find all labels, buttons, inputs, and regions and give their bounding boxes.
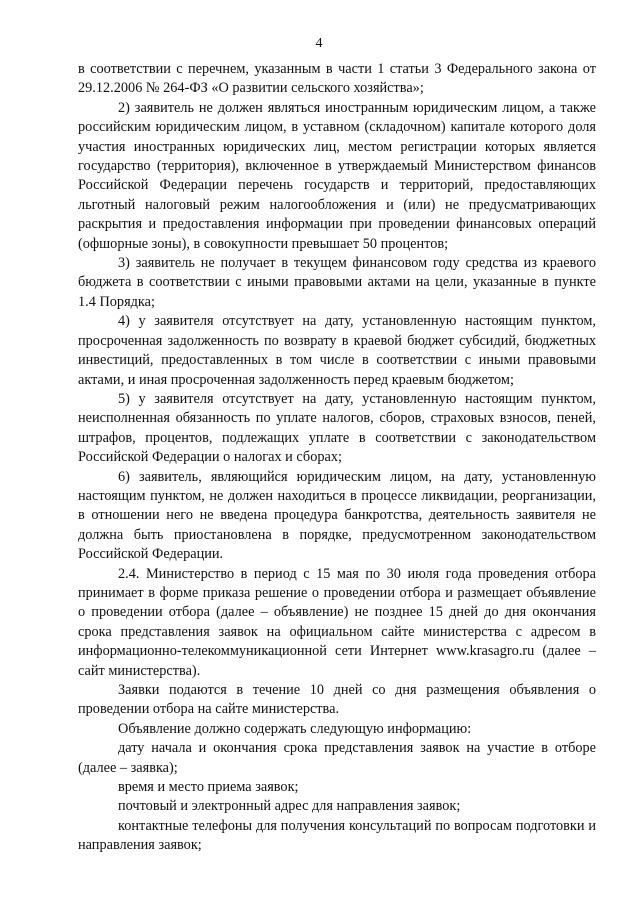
paragraph-7: 2.4. Министерство в период с 15 мая по 30 июля года проведения отбора принимает в форме приказа решение о проведении отбора и размещает объявление о проведении отбора (далее – объявление) не позднее 15 дней до дня окончания срока представления заявок на официальном сайте министерства с адресом в информационно-телекоммуникационной сети Интернет www.krasagro.ru (далее – сайт министерства).: [78, 565, 596, 679]
paragraph-4: 4) у заявителя отсутствует на дату, установленную настоящим пунктом, просроченная задолженность по возврату в краевой бюджет субсидий, бюджетных инвестиций, предоставленных в том числе в соответствии с иными правовыми актами, и иная просроченная задолженность перед краевым бюджетом;: [78, 313, 596, 388]
paragraph-9: Объявление должно содержать следующую информацию:: [118, 720, 472, 737]
document-body: [78, 60, 596, 856]
paragraph-6: 6) заявитель, являющийся юридическим лицом, на дату, установленную настоящим пунктом, не должен находиться в процессе ликвидации, реорганизации, в отношении него не введена процедура банкротства, деятельность заявителя не должна быть приостановлена в порядке, предусмотренном законодательством Российской Федерации.: [78, 468, 596, 563]
paragraph-1: в соответствии с перечнем, указанным в части 1 статьи 3 Федерального закона от 29.12.2006 № 264-ФЗ «О развитии сельского хозяйства»;: [78, 61, 596, 97]
paragraph-12: почтовый и электронный адрес для направления заявок;: [118, 798, 461, 815]
page-number: 4: [315, 36, 323, 51]
paragraph-8: Заявки подаются в течение 10 дней со дня размещения объявления о проведении отбора на сайте министерства.: [78, 682, 596, 718]
paragraph-11: время и место приема заявок;: [118, 779, 299, 796]
paragraph-10: дату начала и окончания срока представления заявок на участие в отборе (далее – заявка);: [78, 740, 596, 776]
paragraph-3: 3) заявитель не получает в текущем финансовом году средства из краевого бюджета в соответствии с иными правовыми актами на цели, указанные в пункте 1.4 Порядка;: [78, 255, 596, 310]
paragraph-5: 5) у заявителя отсутствует на дату, установленную настоящим пунктом, неисполненная обязанность по уплате налогов, сборов, страховых взносов, пеней, штрафов, процентов, подлежащих уплате в соответствии с законодательством Российской Федерации о налогах и сборах;: [78, 390, 596, 466]
paragraph-13: контактные телефоны для получения консультаций по вопросам подготовки и направления заявок;: [78, 817, 596, 854]
paragraph-2: 2) заявитель не должен являться иностранным юридическим лицом, а также российским юридическим лицом, в уставном (складочном) капитале которого доля участия иностранных юридических лиц, местом регистрации которых является государство (территория), включенное в утверждаемый Министерством финансов Российской Федерации перечень государств и территорий, предоставляющих льготный налоговый режим налогообложения и (или) не предусматривающих раскрытия и предоставления информации при проведении финансовых операций (офшорные зоны), в совокупности превышает 50 процентов;: [78, 99, 596, 252]
